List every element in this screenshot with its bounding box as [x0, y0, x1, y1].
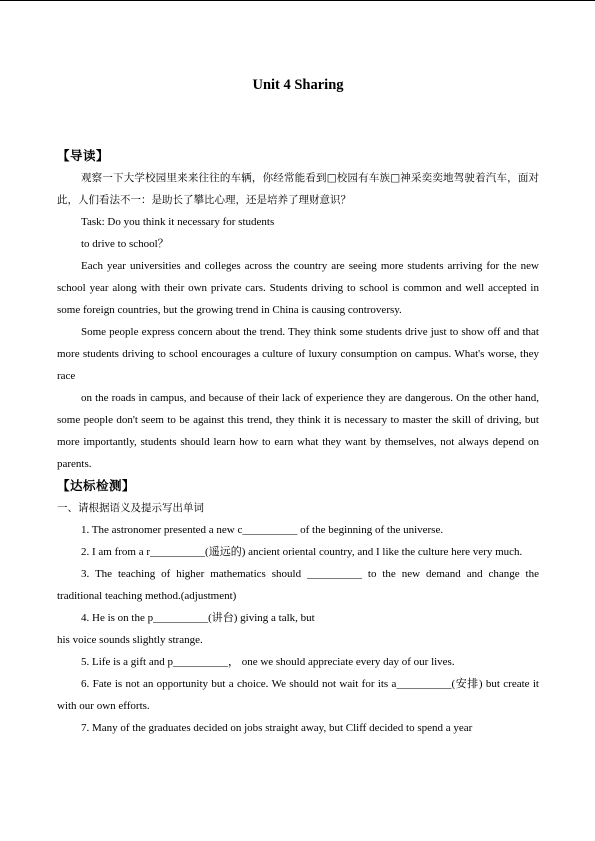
- exercise-item-5: 5. Life is a gift and p__________， one we should appreciate every day of our lives.: [81, 656, 455, 668]
- exercise-item-3: 3. The teaching of higher mathematics should __________ to the new demand and change the traditional teaching method.(adjustment): [57, 568, 539, 602]
- guide-intro-chinese: 观察一下大学校园里来来往往的车辆，你经常能看到□校园有车族□神采奕奕地驾驶着汽车，面对此，人们看法不一：是助长了攀比心理，还是培养了理财意识？: [57, 172, 539, 206]
- task-line-1: Task: Do you think it necessary for students: [81, 216, 275, 228]
- reading-paragraph-1: Each year universities and colleges across the country are seeing more students arriving for the new school year along with their own private cars. Students driving to school is common and well accepted in some foreign countries, but the growing trend in China is causing controversy.: [57, 260, 539, 316]
- guide-heading: 【导读】: [57, 148, 110, 163]
- document-title: Unit 4 Sharing: [252, 77, 344, 93]
- test-section: [57, 475, 539, 739]
- task-line-2: to drive to school？: [81, 238, 169, 250]
- exercise-item-4-line-2: his voice sounds slightly strange.: [57, 634, 203, 646]
- guide-section: [57, 145, 539, 475]
- exercise-item-2: 2. I am from a r__________(遥远的) ancient oriental country, and I like the culture here very much.: [81, 546, 523, 558]
- top-border-line: [0, 0, 595, 1]
- reading-paragraph-2b: on the roads in campus, and because of their lack of experience they are dangerous. On the other hand, some people don't seem to be against this trend, they think it is necessary to master the skill of driving, but more importantly, students should learn how to earn what they want by themselves, not always depend on parents.: [57, 392, 539, 470]
- exercise-item-4-line-1: 4. He is on the p__________(讲台) giving a talk, but: [81, 612, 315, 624]
- test-heading: 【达标检测】: [57, 478, 136, 493]
- test-instruction: 一、请根据语义及提示写出单词: [57, 502, 204, 514]
- reading-paragraph-2a: Some people express concern about the trend. They think some students drive just to show off and that more students driving to school encourages a culture of luxury consumption on campus. What's worse, they race: [57, 326, 539, 382]
- document-page: [57, 74, 539, 739]
- exercise-item-7: 7. Many of the graduates decided on jobs straight away, but Cliff decided to spend a year: [81, 722, 473, 734]
- exercise-list: [57, 519, 539, 739]
- exercise-item-1: 1. The astronomer presented a new c__________ of the beginning of the universe.: [81, 524, 444, 536]
- exercise-item-6: 6. Fate is not an opportunity but a choice. We should not wait for its a__________(安排) but create it with our own efforts.: [57, 678, 539, 712]
